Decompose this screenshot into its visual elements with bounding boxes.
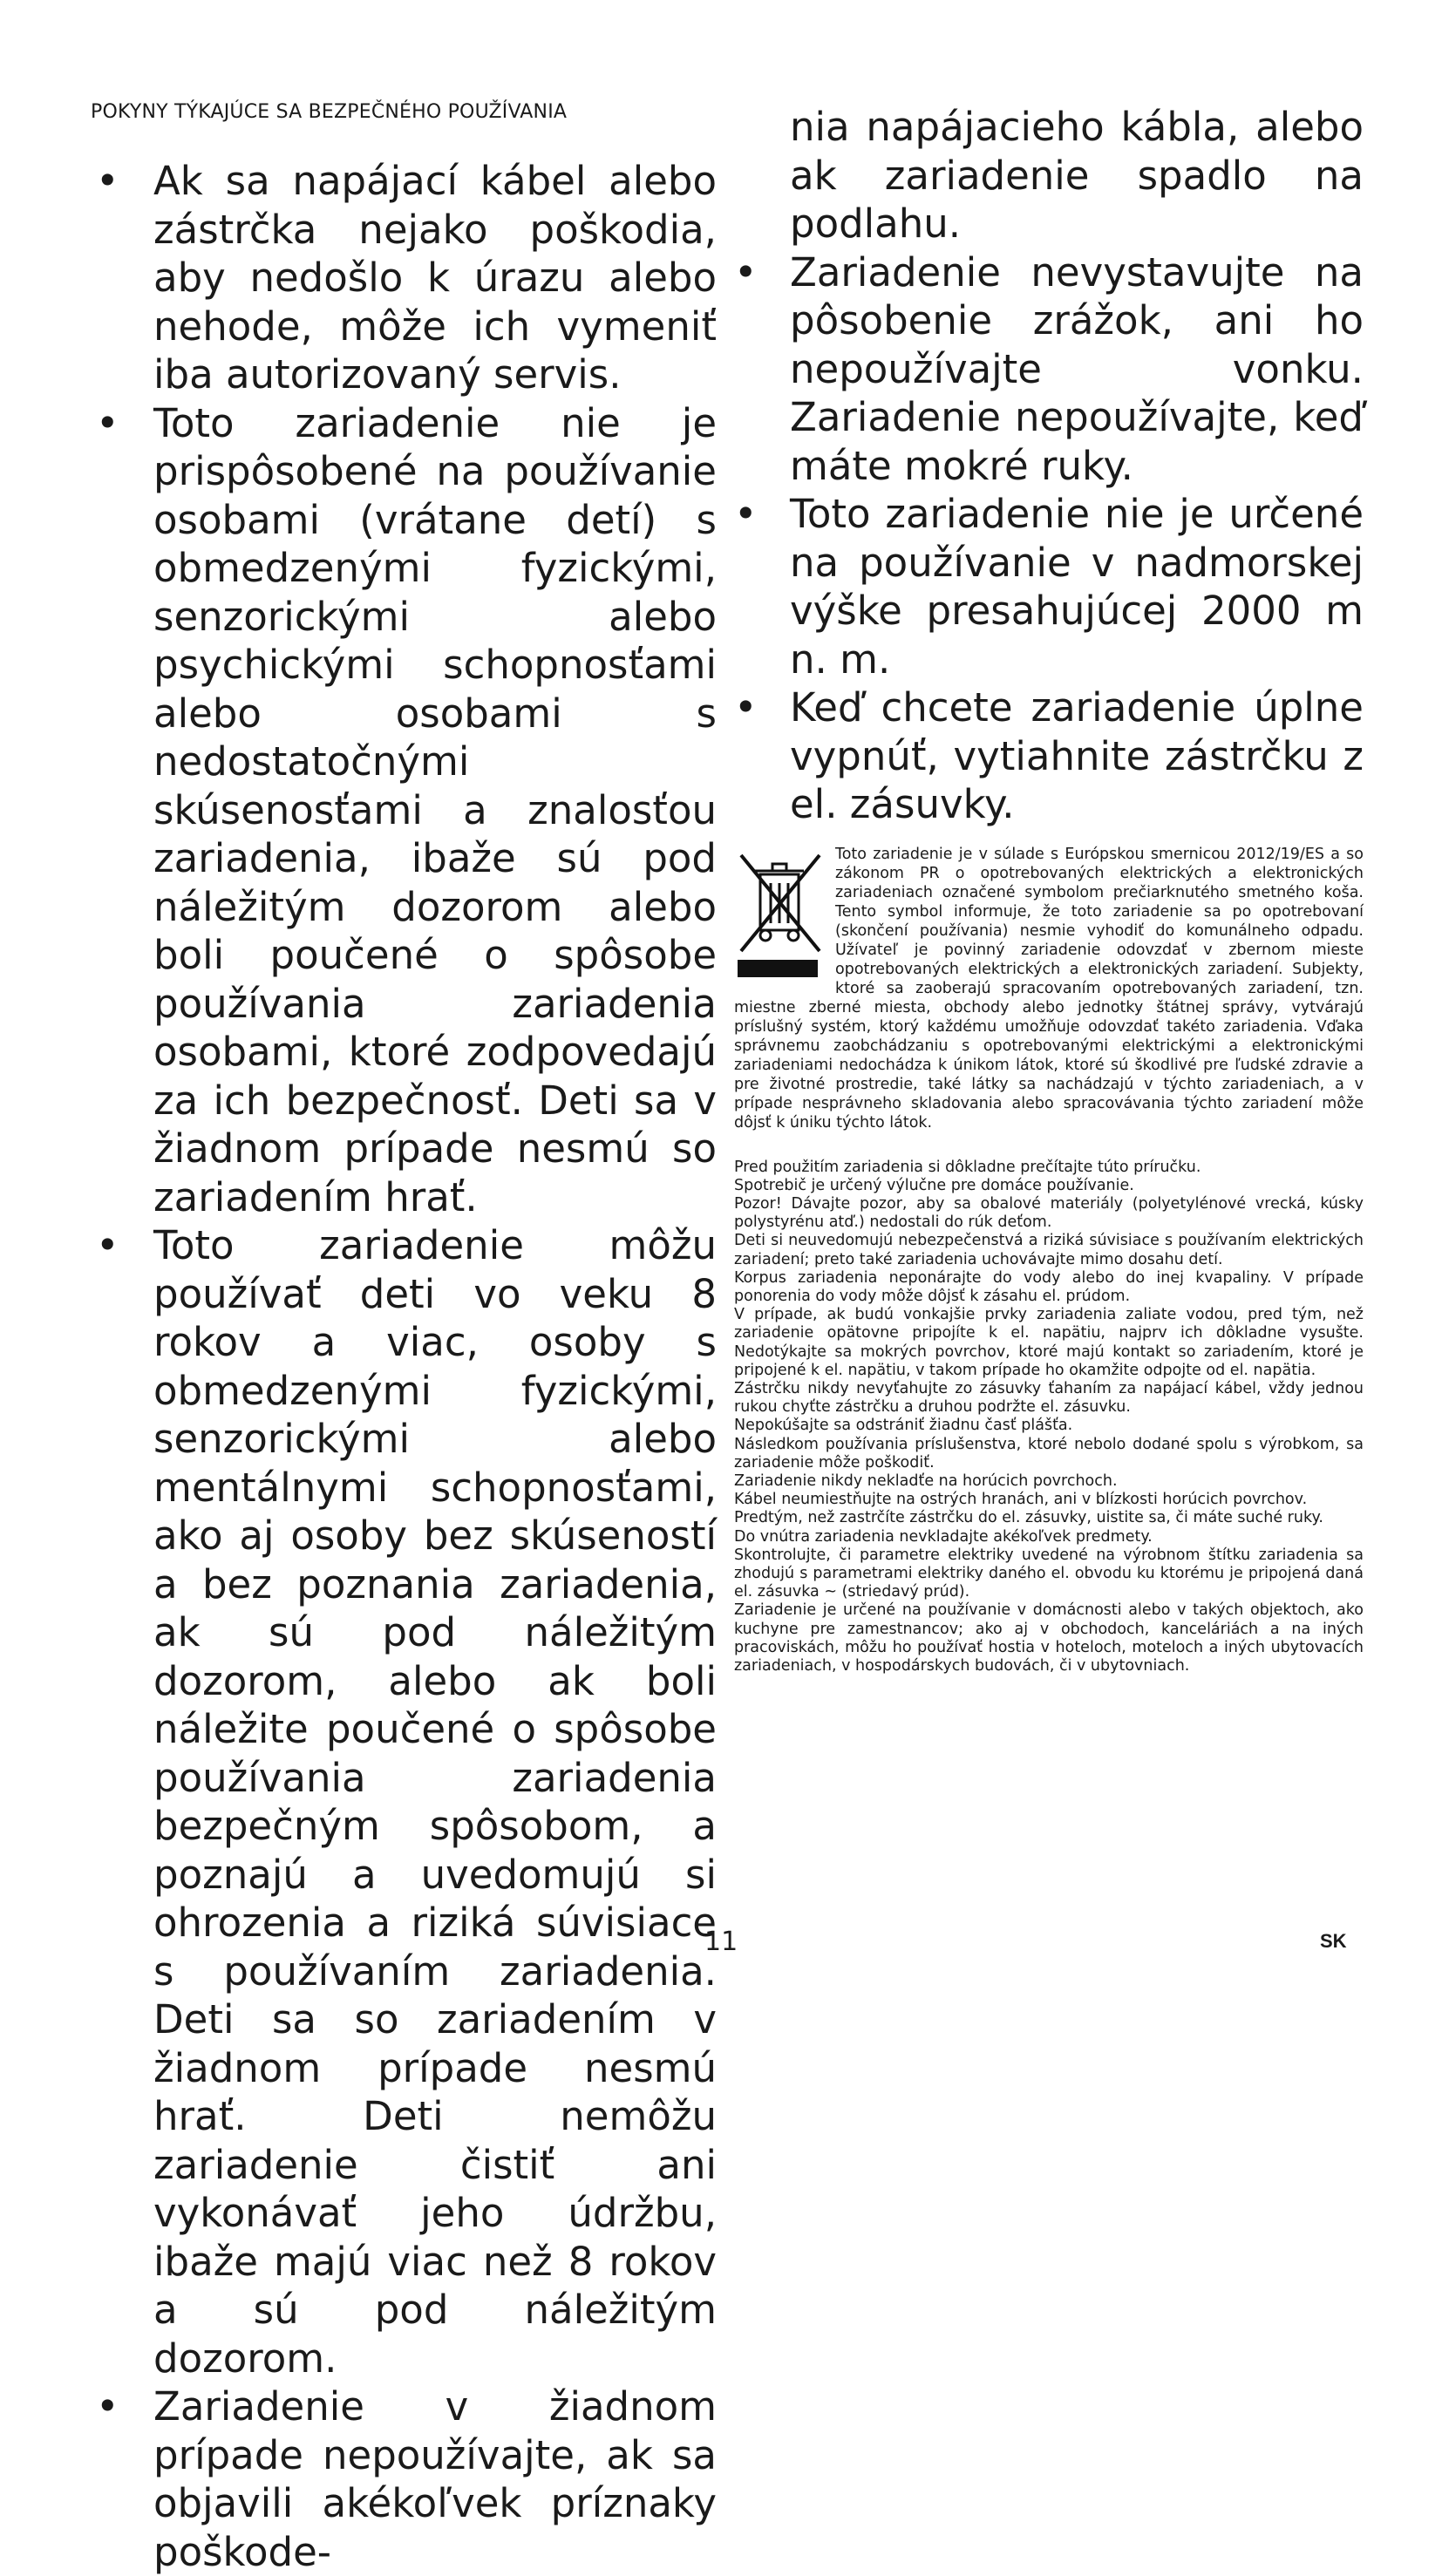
list-item-continuation (734, 103, 1364, 248)
weee-black-bar (738, 960, 818, 977)
bullet-icon: • (96, 2383, 119, 2430)
safety-paragraph: Predtým, než zastrčíte zástrčku do el. zásuvky, uistite sa, či máte suché ruky. (734, 1509, 1323, 1527)
safety-paragraph: Do vnútra zariadenia nevkladajte akékoľvek predmety. (734, 1527, 1153, 1546)
left-column (87, 157, 717, 2576)
list-item-text: Toto zariadenie môžu používať deti vo veku 8 rokov a viac, osoby s obmedzenými fyzickými, senzorickými alebo mentálnymi schopnosťami, ako aj osoby bez skúseností a bez poznania zariadenia, ak sú pod náležitým dozorom, alebo ak boli náležite poučené o spôsobe používania zariadenia bezpečným spôsobom, a poznajú a uvedomujú si ohrozenia a riziká súvisiace s používaním zariadenia. Deti sa so zariadením v žiadnom prípade nesmú hrať. Deti nemôžu zariadenie čistiť ani vykonávať jeho údržbu, ibaže majú viac než 8 rokov a sú pod náležitým dozorom. (153, 1222, 717, 2382)
bullet-icon: • (96, 399, 119, 446)
bullet-icon: • (734, 248, 758, 296)
safety-paragraph: Spotrebič je určený výlučne pre domáce používanie. (734, 1176, 1134, 1194)
bullet-icon: • (96, 1222, 119, 1268)
list-item-text: Toto zariadenie nie je určené na používanie v nadmorskej výške presahujúcej 2000 m n. m. (790, 491, 1364, 683)
list-item-text: nia napájacieho kábla, alebo ak zariadenie spadlo na podlahu. (790, 104, 1364, 247)
right-column (734, 103, 1364, 1675)
safety-paragraph: Pozor! Dávajte pozor, aby sa obalové materiály (polyetylénové vrecká, kúsky polystyrénu atď.) nedostali do rúk deťom. (734, 1194, 1364, 1232)
list-item (87, 399, 717, 1222)
list-item (734, 490, 1364, 683)
list-item (734, 248, 1364, 491)
safety-instructions (734, 1159, 1364, 1676)
safety-paragraph: Zástrčku nikdy nevyťahujte zo zásuvky ťahaním za napájací kábel, vždy jednou rukou chyťte zástrčku a druhou podržte el. zásuvku. (734, 1379, 1364, 1417)
crossed-out-wheeled-bin-icon (734, 848, 826, 988)
list-item (87, 2382, 717, 2576)
bullet-icon: • (96, 158, 119, 204)
safety-paragraph: V prípade, ak budú vonkajšie prvky zariadenia zaliate vodou, pred tým, než zariadenie opätovne pripojíte k el. napätiu, najprv ich dôkladne vysušte. Nedotýkajte sa mokrých povrchov, ktoré majú kontakt so zariadením, ktoré je pripojené k el. napätiu, v takom prípade ho okamžite odpojte od el. napätia. (734, 1306, 1364, 1379)
list-item-text: Keď chcete zariadenie úplne vypnúť, vytiahnite zástrčku z el. zásuvky. (790, 684, 1364, 827)
language-code: SK (1320, 1930, 1347, 1952)
safety-paragraph: Zariadenie je určené na používanie v domácnosti alebo v takých objektoch, ako kuchyne pre zamestnancov; ako aj v obchodoch, kanceláriách a na iných pracoviskách, môžu ho používať hostia v hoteloch, moteloch a iných ubytovacích zariadeniach, v hospodárskych budovách, či v ubytovniach. (734, 1601, 1364, 1675)
safety-paragraph: Pred použitím zariadenia si dôkladne prečítajte túto príručku. (734, 1158, 1201, 1176)
list-item (734, 683, 1364, 829)
section-header: POKYNY TÝKAJÚCE SA BEZPEČNÉHO POUŽÍVANIA (91, 101, 568, 123)
list-item (87, 157, 717, 399)
left-bullet-list (87, 157, 717, 2576)
safety-paragraph: Korpus zariadenia neponárajte do vody alebo do inej kvapaliny. V prípade ponorenia do vody môže dôjsť k zásahu el. prúdom. (734, 1268, 1364, 1305)
page-number: 11 (704, 1927, 738, 1957)
weee-notice (734, 845, 1364, 1132)
list-item-text: Ak sa napájací kábel alebo zástrčka nejako poškodia, aby nedošlo k úrazu alebo nehode, môže ich vymeniť iba autorizovaný servis. (153, 158, 717, 398)
safety-paragraph: Nepokúšajte sa odstrániť žiadnu časť plášťa. (734, 1417, 1073, 1435)
bullet-icon: • (734, 491, 758, 537)
safety-paragraph: Následkom používania príslušenstva, ktoré nebolo dodané spolu s výrobkom, sa zariadenie môže poškodiť. (734, 1435, 1364, 1472)
list-item-text: Zariadenie nevystavujte na pôsobenie zrážok, ani ho nepoužívajte vonku. Zariadenie nepoužívajte, keď máte mokré ruky. (790, 248, 1364, 489)
safety-paragraph: Deti si neuvedomujú nebezpečenstvá a riziká súvisiace s používaním elektrických zariadení; preto také zariadenia uchovávajte mimo dosahu detí. (734, 1232, 1364, 1268)
right-bullet-list (734, 103, 1364, 829)
bullet-icon: • (734, 684, 758, 731)
list-item-text: Toto zariadenie nie je prispôsobené na používanie osobami (vrátane detí) s obmedzenými fyzickými, senzorickými alebo psychickými schopnosťami alebo osobami s nedostatočnými skúsenosťami a znalosťou zariadenia, ibaže sú pod náležitým dozorom alebo boli poučené o spôsobe používania zariadenia osobami, ktoré zodpovedajú za ich bezpečnosť. Deti sa v žiadnom prípade nesmú so zariadením hrať. (153, 399, 717, 1220)
list-item (87, 1221, 717, 2382)
list-item-text: Zariadenie v žiadnom prípade nepoužívajte, ak sa objavili akékoľvek príznaky poškode- (153, 2383, 717, 2575)
safety-paragraph: Zariadenie nikdy nekladťe na horúcich povrchoch. (734, 1472, 1118, 1490)
safety-paragraph: Kábel neumiestňujte na ostrých hranách, ani v blízkosti horúcich povrchov. (734, 1491, 1308, 1509)
safety-paragraph: Skontrolujte, či parametre elektriky uvedené na výrobnom štítku zariadenia sa zhodujú s parametrami elektriky daného el. obvodu ku ktorému je pripojená daná el. zásuvka ~ (striedavý prúd). (734, 1546, 1364, 1601)
weee-text: Toto zariadenie je v súlade s Európskou smernicou 2012/19/ES a so zákonom PR o opotrebovaných elektrických a elektronických zariadeniach označené symbolom prečiarknutého smetného koša. Tento symbol informuje, že toto zariadenie sa po opotrebovaní (skončení používania) nesmie vyhodiť do komunálneho odpadu. Užívateľ je povinný zariadenie odovzdať v zbernom mieste opotrebovaných elektrických a elektronických zariadení. Subjekty, ktoré sa zaoberajú spracovaním opotrebovaných zariadení, tzn. miestne zberné miesta, obchody alebo jednotky štátnej správy, vytvárajú príslušný systém, ktorý každému umožňuje odovzdať takéto zariadenia. Vďaka správnemu zaobchádzaniu s opotrebovanými elektrickými a elektronickými zariadeniami nedochádza k únikom látok, ktoré sú škodlivé pre ľudské zdravie a pre životné prostredie, také látky sa nachádzajú v týchto zariadeniach, a v prípade nesprávneho skladovania alebo spracovávania týchto zariadení môže dôjsť k úniku týchto látok. (734, 845, 1364, 1132)
